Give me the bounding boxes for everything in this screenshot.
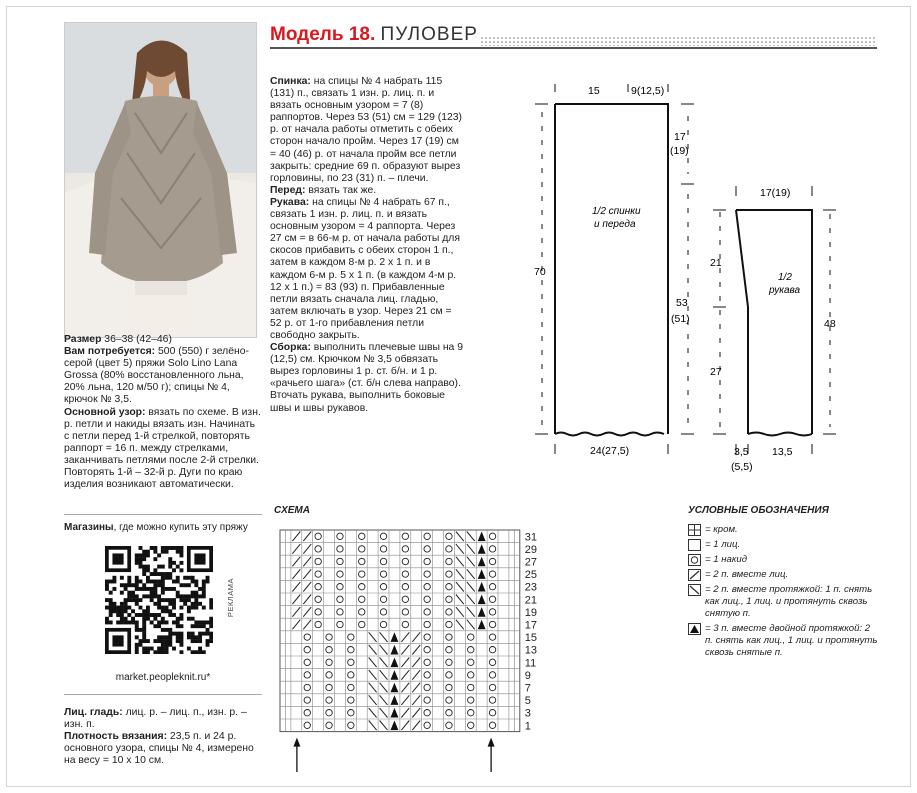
sleeve-label-1: 1/2 bbox=[778, 272, 792, 283]
dim-sleeve-bottom-right: 13,5 bbox=[772, 446, 793, 458]
model-photo bbox=[64, 22, 257, 338]
row-number: 25 bbox=[524, 569, 538, 582]
dim-body-top-left: 15 bbox=[588, 85, 600, 97]
sleeves-value: на спицы № 4 набрать 67 п., связать 1 изн. р. лиц. п. и вязать основным узором = 4 раппорта. Через 27 см = в 66-м р. от начала работы для скосов прибавить с обеих сторон 1 п., затем в каждом 8-м р. 2 х 1 п. и в каждом 6-м р. 5 х 1 п. (в каждом 4-м р. 12 х 1 п.) = 83 (93) п. Прибавленные петли вязать сначала лиц. гладью, затем включать в узор. Через 21 см = 52 р. от 1-го прибавления петли свободно закрыть. bbox=[270, 196, 460, 341]
pattern-pieces-diagram bbox=[520, 62, 880, 482]
legend-item bbox=[688, 569, 878, 581]
dim-body-top-right: 9(12,5) bbox=[631, 85, 665, 97]
model-number: Модель 18. bbox=[270, 24, 376, 45]
sleeve-ticks bbox=[713, 186, 836, 454]
edge-stitch-icon bbox=[688, 524, 702, 536]
gauge-block bbox=[64, 707, 262, 767]
dim-body-armhole-1: 17 bbox=[674, 131, 686, 143]
shops-title bbox=[64, 522, 262, 533]
legend-item bbox=[688, 539, 878, 551]
legend bbox=[688, 524, 878, 662]
legend-text: = 1 лиц. bbox=[705, 539, 741, 550]
back-label: Спинка: bbox=[270, 76, 311, 87]
sleeves-label: Рукава: bbox=[270, 196, 310, 208]
legend-item bbox=[688, 584, 878, 620]
front-label: Перед: bbox=[270, 184, 306, 196]
need-label: Вам потребуется: bbox=[64, 346, 156, 358]
stockinette-label: Лиц. гладь: bbox=[64, 707, 123, 718]
ad-label: РЕКЛАМА bbox=[226, 578, 235, 618]
sleeve-guides bbox=[720, 212, 830, 427]
row-number: 29 bbox=[524, 543, 538, 556]
dim-body-side-2: (51) bbox=[671, 313, 690, 325]
row-number: 21 bbox=[524, 594, 538, 607]
double-decrease-icon bbox=[688, 623, 702, 635]
body-guides bbox=[542, 112, 688, 427]
row-number: 13 bbox=[524, 644, 538, 657]
schema-title: СХЕМА bbox=[274, 505, 310, 516]
row-number: 17 bbox=[524, 619, 538, 632]
title-rule bbox=[270, 47, 877, 49]
stockinette-value: лиц. р. – лиц. п., изн. р. – изн. п. bbox=[64, 707, 247, 731]
back-value: на спицы № 4 набрать 115 (131) п., связать 1 изн. р. лиц. п. и вязать основным узором = 7 (8) раппортов. Через 53 (51) см = 129 (123) р. от начала работы отметить с обеих сторон начало пройм. Через 17 (19) см = 40 (46) р. от начала пройм все петли закрыть: средние 69 п. образуют вырез горловины, по 23 (31) п. – плечи. bbox=[270, 76, 463, 184]
assembly-label: Сборка: bbox=[270, 342, 311, 354]
divider bbox=[64, 514, 262, 515]
legend-text: = 3 п. вместе двойной протяжкой: 2 п. снять как лиц., 1 лиц. и протянуть сквозь снятые п. bbox=[705, 623, 878, 658]
size-label: Размер bbox=[64, 334, 102, 345]
dim-body-total: 70 bbox=[534, 266, 546, 278]
dim-sleeve-lower: 27 bbox=[710, 366, 722, 378]
body-label-2: и переда bbox=[594, 219, 636, 230]
assembly-value: выполнить плечевые швы на 9 (12,5) см. Крючком № 3,5 обвязать вырез горловины 1 р. ст. б/н. и 1 р. «рачьего шага» (ст. б/н слева направо). Вточать рукава, выполнить боковые швы и швы рукавов. bbox=[270, 342, 464, 414]
gauge-value: 23,5 п. и 24 р. основного узора, спицы № 4, измерено на весу = 10 х 10 см. bbox=[64, 731, 254, 767]
pattern-value: вязать по схеме. В изн. р. петли и накиды вязать изн. Начинать с петли перед 1-й стрелкой, повторять раппорт = 16 п. между стрелками, заканчивать петлями после 2-й стрелки. Повторять 1-й – 32-й р. Дуги по краю изделия возникают автоматически. bbox=[64, 406, 261, 491]
body-ticks bbox=[535, 84, 694, 454]
row-number: 31 bbox=[524, 531, 538, 544]
sleeve-outline-left bbox=[736, 210, 748, 434]
row-number: 11 bbox=[524, 657, 537, 670]
row-number: 19 bbox=[524, 606, 538, 619]
legend-title: УСЛОВНЫЕ ОБОЗНАЧЕНИЯ bbox=[688, 505, 829, 516]
model-name: ПУЛОВЕР bbox=[380, 24, 478, 45]
dim-sleeve-upper: 21 bbox=[710, 257, 722, 269]
page-title bbox=[270, 24, 478, 46]
legend-text: = 2 п. вместе протяжкой: 1 п. снять как лиц., 1 лиц. и протянуть сквозь снятую п. bbox=[705, 584, 873, 619]
gauge-label: Плотность вязания: bbox=[64, 731, 168, 743]
dim-body-side-1: 53 bbox=[676, 297, 688, 309]
qr-code[interactable] bbox=[105, 546, 213, 654]
row-number: 1 bbox=[524, 720, 531, 733]
row-number: 9 bbox=[524, 669, 531, 682]
instructions-block bbox=[270, 76, 466, 415]
row-number: 7 bbox=[524, 682, 531, 695]
knitting-chart bbox=[278, 522, 558, 772]
legend-item bbox=[688, 524, 878, 536]
title-dots bbox=[480, 36, 877, 46]
legend-text: = кром. bbox=[705, 524, 738, 535]
legend-item bbox=[688, 623, 878, 659]
body-hem bbox=[555, 433, 664, 436]
divider bbox=[64, 694, 262, 695]
sleeve-label-2: рукава bbox=[769, 285, 801, 296]
size-value: 36–38 (42–46) bbox=[101, 334, 172, 345]
k2tog-icon bbox=[688, 569, 702, 581]
dim-sleeve-bottom-left-1: 3,5 bbox=[734, 446, 749, 458]
dim-body-bottom: 24(27,5) bbox=[590, 445, 630, 457]
row-number: 3 bbox=[524, 707, 531, 720]
ssk-icon bbox=[688, 584, 702, 596]
legend-text: = 1 накид bbox=[705, 554, 748, 565]
shops-title-bold: Магазины bbox=[64, 522, 114, 533]
row-number: 5 bbox=[524, 695, 531, 708]
dim-sleeve-total: 48 bbox=[824, 318, 836, 330]
shops-title-rest: , где можно купить эту пряжу bbox=[113, 522, 248, 533]
materials-block bbox=[64, 334, 262, 491]
yarn-over-icon bbox=[688, 554, 702, 566]
body-label-1: 1/2 спинки bbox=[592, 206, 641, 217]
dim-sleeve-bottom-left-2: (5,5) bbox=[731, 461, 753, 473]
legend-text: = 2 п. вместе лиц. bbox=[705, 569, 789, 580]
row-number: 27 bbox=[524, 556, 538, 569]
knit-stitch-icon bbox=[688, 539, 702, 551]
pattern-label: Основной узор: bbox=[64, 406, 146, 418]
need-value: 500 (550) г зелёно-серой (цвет 5) пряжи Solo Lino Lana Grossa (80% восстановленного льна, 20% льна, 120 м/50 г); спицы № 4, крючок № 3,5. bbox=[64, 346, 249, 406]
dim-body-armhole-2: (19) bbox=[670, 145, 689, 157]
body-outline bbox=[555, 104, 668, 434]
sleeve-hem bbox=[748, 433, 812, 436]
dim-sleeve-top: 17(19) bbox=[760, 187, 791, 199]
shop-url[interactable]: market.peopleknit.ru* bbox=[115, 672, 211, 683]
front-value: вязать так же. bbox=[305, 184, 377, 196]
row-number: 23 bbox=[524, 581, 538, 594]
legend-item bbox=[688, 554, 878, 566]
row-number: 15 bbox=[524, 632, 538, 645]
